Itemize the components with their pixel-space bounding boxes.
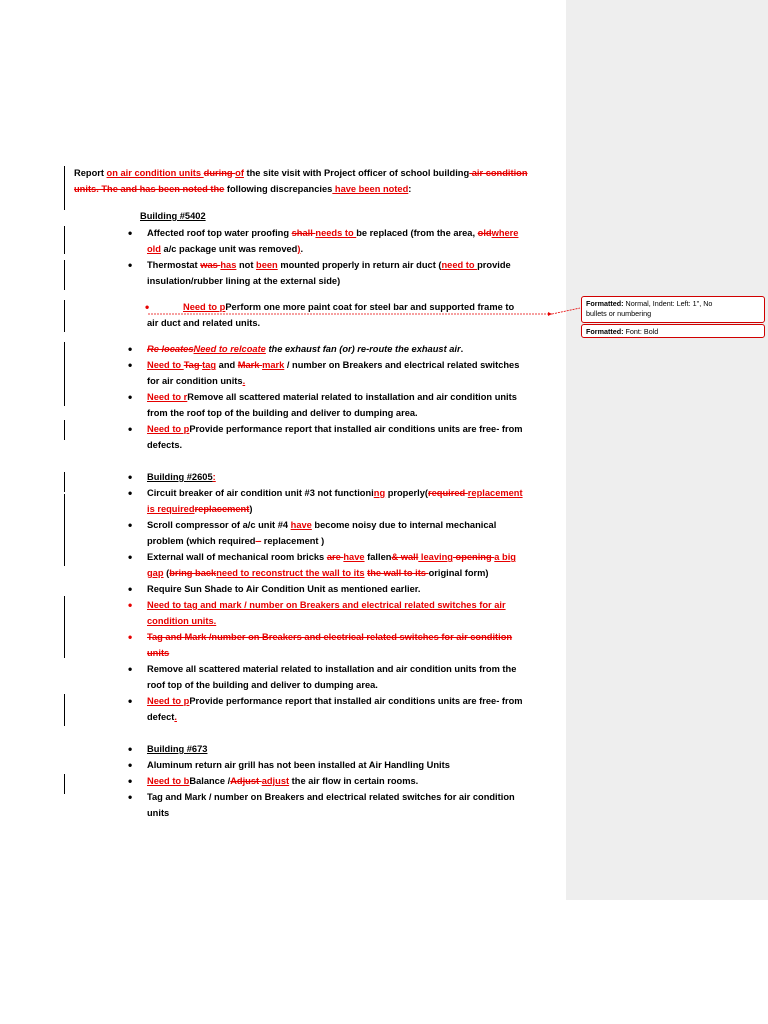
- formatting-comment-balloon[interactable]: [581, 296, 765, 323]
- comment-label: Formatted:: [586, 299, 624, 308]
- list-item-line: [147, 359, 519, 372]
- comment-text: Normal, Indent: Left: 1", No: [623, 299, 713, 308]
- text-run: for air condition units: [147, 376, 243, 386]
- inserted-text: Need to r: [147, 392, 188, 402]
- text-run: the air flow in certain rooms.: [289, 776, 419, 786]
- text-run: and: [216, 360, 238, 370]
- text-run: Building #2605: [147, 472, 213, 482]
- list-item-line: [147, 583, 420, 596]
- deleted-text: & wall: [391, 552, 419, 562]
- list-item-line: [147, 243, 303, 256]
- change-bar: [64, 694, 65, 726]
- text-run: defects.: [147, 440, 183, 450]
- text-run: Thermostat: [147, 260, 201, 270]
- list-item-line: [147, 519, 496, 532]
- change-bar: [64, 596, 65, 658]
- text-run: :: [408, 184, 412, 194]
- deleted-text: Tag and Mark /number on Breakers and electrical related switches for air condition: [147, 632, 513, 642]
- text-run: Affected roof top water proofing: [147, 228, 292, 238]
- text-run: Remove all scattered material related to installation and air condition units: [187, 392, 517, 402]
- list-item-line: [147, 631, 512, 644]
- inserted-text: where: [491, 228, 519, 238]
- list-item-line: [147, 407, 418, 420]
- inserted-text: .: [174, 712, 177, 722]
- bullet-marker: •: [128, 470, 133, 484]
- deleted-text: units. The: [74, 184, 121, 194]
- deleted-text: and has been noted the: [120, 184, 225, 194]
- bullet-marker: •: [128, 694, 133, 708]
- text-run: Building #673: [147, 744, 208, 754]
- bullet-marker: •: [128, 758, 133, 772]
- text-run: Circuit breaker of air condition unit #3 not functioni: [147, 488, 374, 498]
- deleted-text: the wall to its: [367, 568, 429, 578]
- inserted-text: Need to p: [147, 696, 190, 706]
- list-item-line: [147, 391, 517, 404]
- list-item-line: [147, 423, 523, 436]
- list-item-line: [147, 711, 177, 724]
- inserted-text: Need to tag and mark / number on Breakers and electrical related switches for air: [147, 600, 506, 610]
- list-item-line: [147, 227, 518, 240]
- text-run: air duct and related units.: [147, 318, 261, 328]
- bullet-marker: •: [128, 662, 133, 676]
- change-bar: [64, 226, 65, 254]
- inserted-text: Need to p: [147, 424, 190, 434]
- comment-text: Font: Bold: [623, 327, 659, 336]
- text-run: Provide performance report that installed air conditions units are free- from: [189, 696, 523, 706]
- text-run: (: [163, 568, 170, 578]
- text-run: Aluminum return air grill has not been installed at Air Handling Units: [147, 760, 450, 770]
- text-run: defect: [147, 712, 175, 722]
- list-item-line: [147, 743, 207, 756]
- heading-building-5402: Building #5402: [140, 211, 206, 221]
- inserted-text: is required: [147, 504, 195, 514]
- deleted-text: -: [255, 536, 262, 546]
- deleted-text: was: [200, 260, 221, 270]
- bullet-marker: •: [128, 598, 133, 612]
- intro-line-1: [74, 167, 528, 180]
- text-run: insulation/rubber lining at the external side): [147, 276, 341, 286]
- comment-margin-pane: [566, 0, 768, 900]
- inserted-text: need to reconstruct the wall to its: [216, 568, 365, 578]
- inserted-text: Need to p: [183, 302, 226, 312]
- list-item-line: [147, 275, 340, 288]
- inserted-text: been: [256, 260, 278, 270]
- text-run: Scroll compressor of a/c unit #4: [147, 520, 291, 530]
- list-item-line: [147, 599, 506, 612]
- intro-line-2: [74, 183, 411, 196]
- list-item-line: [147, 695, 523, 708]
- list-item-line: [147, 663, 516, 676]
- inserted-text: have: [290, 520, 312, 530]
- text-run: ): [249, 504, 253, 514]
- text-run: .: [460, 344, 464, 354]
- deleted-text: bring back: [169, 568, 217, 578]
- deleted-text: Mark: [237, 360, 263, 370]
- deleted-text: air condition: [469, 168, 528, 178]
- deleted-text: shall: [291, 228, 316, 238]
- text-run: External wall of mechanical room bricks: [147, 552, 327, 562]
- list-item-line: [147, 535, 324, 548]
- bullet-marker: •: [128, 790, 133, 804]
- list-item-line: [147, 343, 463, 356]
- inserted-text: tag: [202, 360, 217, 370]
- bullet-marker: •: [128, 774, 133, 788]
- inserted-text: a big: [494, 552, 516, 562]
- inserted-text: replacement: [467, 488, 523, 498]
- list-item-line: [147, 471, 216, 484]
- text-run: roof top of the building and deliver to dumping area.: [147, 680, 378, 690]
- change-bar: [64, 166, 65, 210]
- deleted-text: are: [326, 552, 344, 562]
- change-bar: [64, 260, 65, 290]
- bullet-marker: •: [128, 486, 133, 500]
- text-run: following discrepancies: [224, 184, 333, 194]
- text-run: the exhaust fan (or) re-route the exhaust air: [265, 344, 461, 354]
- text-run: / number on Breakers and electrical related switches: [284, 360, 520, 370]
- comment-label: Formatted:: [586, 327, 624, 336]
- deleted-text: during: [203, 168, 236, 178]
- text-run: mounted properly in return air duct (: [277, 260, 442, 270]
- text-run: .: [300, 244, 304, 254]
- list-item-line: [147, 759, 450, 772]
- inserted-text: condition units.: [147, 616, 217, 626]
- bullet-marker: •: [128, 550, 133, 564]
- inserted-text: have: [343, 552, 365, 562]
- inserted-text: needs to: [315, 228, 357, 238]
- list-item-line: [147, 791, 515, 804]
- list-item-line: [147, 375, 245, 388]
- list-item-line: [147, 567, 489, 580]
- text-run: a/c package unit was removed: [160, 244, 298, 254]
- inserted-text: :: [212, 472, 216, 482]
- deleted-text: units: [147, 648, 170, 658]
- change-bar: [64, 420, 65, 440]
- inserted-text: .: [242, 376, 246, 386]
- comment-text: bullets or numbering: [586, 308, 652, 318]
- list-item-line: [147, 775, 418, 788]
- deleted-text: Tag: [183, 360, 203, 370]
- text-run: replacement ): [261, 536, 325, 546]
- bullet-marker: •: [128, 390, 133, 404]
- text-run: become noisy due to internal mechanical: [311, 520, 497, 530]
- deleted-text: Adjust: [230, 776, 262, 786]
- inserted-text: Need to relcoate: [193, 344, 266, 354]
- text-run: Remove all scattered material related to installation and air condition units from the: [147, 664, 517, 674]
- bullet-marker: •: [128, 630, 133, 644]
- inserted-text: ): [297, 244, 301, 254]
- change-bar: [64, 494, 65, 566]
- text-run: not: [236, 260, 257, 270]
- bullet-marker: •: [128, 258, 133, 272]
- deleted-text: Re locates: [147, 344, 194, 354]
- comment-connector-line: [148, 304, 582, 328]
- text-run: provide: [477, 260, 511, 270]
- text-run: original form): [428, 568, 489, 578]
- text-run: Report: [74, 168, 107, 178]
- text-run: properly(: [385, 488, 429, 498]
- deleted-text: opening: [452, 552, 495, 562]
- change-bar: [64, 342, 65, 406]
- text-run: the site visit with Project officer of school building: [243, 168, 470, 178]
- text-run: fallen: [364, 552, 392, 562]
- text-run: from the roof top of the building and deliver to dumping area.: [147, 408, 418, 418]
- change-bar: [64, 300, 65, 332]
- inserted-text: Need to b: [147, 776, 190, 786]
- list-item-line: [147, 679, 378, 692]
- inserted-text: of: [235, 168, 244, 178]
- list-item-line: [147, 647, 169, 660]
- inserted-text: need to: [441, 260, 478, 270]
- formatting-comment-balloon[interactable]: [581, 324, 765, 338]
- text-run: Require Sun Shade to Air Condition Unit as mentioned earlier.: [147, 584, 421, 594]
- deleted-text: old: [477, 228, 492, 238]
- text-run: Provide performance report that installed air conditions units are free- from: [189, 424, 523, 434]
- text-run: Balance /: [189, 776, 231, 786]
- list-item-line: [147, 551, 516, 564]
- inserted-text: old: [147, 244, 161, 254]
- bullet-marker: •: [145, 300, 150, 314]
- bullet-marker: •: [128, 742, 133, 756]
- list-item-line: [147, 807, 169, 820]
- deleted-text: replacement: [194, 504, 250, 514]
- list-item-line: [147, 615, 216, 628]
- inserted-text: on air condition units: [106, 168, 204, 178]
- inserted-text: has: [220, 260, 237, 270]
- text-run: be replaced (from the area,: [356, 228, 478, 238]
- text-run: units: [147, 808, 170, 818]
- text-run: Perform one more paint coat for steel bar and supported frame to: [225, 302, 515, 312]
- inserted-text: ng: [373, 488, 386, 498]
- list-item-line: [147, 503, 252, 516]
- deleted-text: required: [428, 488, 468, 498]
- list-item-line: [147, 487, 523, 500]
- bullet-marker: •: [128, 226, 133, 240]
- inserted-text: leaving: [418, 552, 453, 562]
- inserted-text: have been noted: [332, 184, 409, 194]
- list-item-line: [147, 439, 182, 452]
- inserted-text: mark: [262, 360, 285, 370]
- text-run: problem (which required: [147, 536, 256, 546]
- inserted-text: adjust: [261, 776, 290, 786]
- text-run: Tag and Mark / number on Breakers and electrical related switches for air condition: [147, 792, 515, 802]
- inserted-text: gap: [147, 568, 164, 578]
- bullet-marker: •: [128, 358, 133, 372]
- bullet-marker: •: [128, 422, 133, 436]
- change-bar: [64, 774, 65, 794]
- inserted-text: Need to: [147, 360, 184, 370]
- change-bar: [64, 472, 65, 492]
- bullet-marker: •: [128, 582, 133, 596]
- list-item-line: [147, 259, 511, 272]
- bullet-marker: •: [128, 518, 133, 532]
- bullet-marker: •: [128, 342, 133, 356]
